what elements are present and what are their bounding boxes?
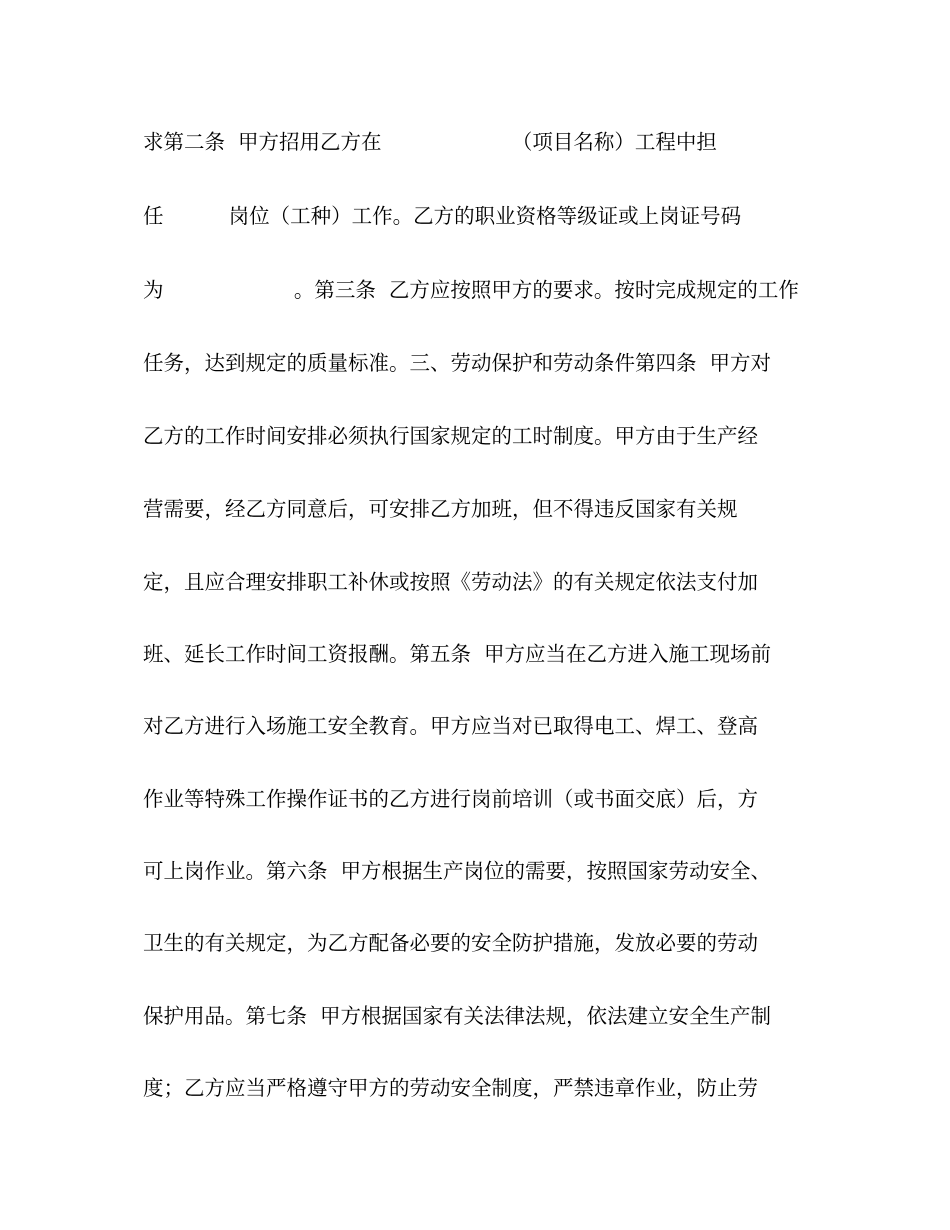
- text-line-13-content: 保护用品。第七条 甲方根据国家有关法律法规，依法建立安全生产制: [143, 1004, 772, 1028]
- text-line-7-content: 定，且应合理安排职工补休或按照《劳动法》的有关规定依法支付加: [143, 570, 758, 594]
- text-line-6: [143, 495, 823, 523]
- text-line-11: [143, 857, 823, 885]
- text-line-13: [143, 1002, 823, 1030]
- text-line-11-content: 可上岗作业。第六条 甲方根据生产岗位的需要，按照国家劳动安全、: [143, 859, 772, 883]
- text-line-1: [143, 128, 823, 156]
- text-line-4-content: 任务，达到规定的质量标准。三、劳动保护和劳动条件第四条 甲方对: [143, 351, 772, 375]
- text-line-3-content: 为 。第三条 乙方应按照甲方的要求。按时完成规定的工作: [143, 278, 799, 302]
- text-line-2: [143, 202, 823, 230]
- text-line-9: [143, 712, 823, 740]
- text-line-8: [143, 640, 823, 668]
- text-line-14: [143, 1074, 823, 1102]
- text-line-6-content: 营需要，经乙方同意后，可安排乙方加班，但不得违反国家有关规: [143, 497, 738, 521]
- text-line-12: [143, 929, 823, 957]
- text-line-9-content: 对乙方进行入场施工安全教育。甲方应当对已取得电工、焊工、登高: [143, 714, 758, 738]
- text-line-2-content: 任 岗位（工种）工作。乙方的职业资格等级证或上岗证号码: [143, 204, 742, 228]
- text-line-12-content: 卫生的有关规定，为乙方配备必要的安全防护措施，发放必要的劳动: [143, 931, 758, 955]
- text-line-5-content: 乙方的工作时间安排必须执行国家规定的工时制度。甲方由于生产经: [143, 424, 758, 448]
- text-line-10-content: 作业等特殊工作操作证书的乙方进行岗前培训（或书面交底）后，方: [143, 787, 758, 811]
- text-line-8-content: 班、延长工作时间工资报酬。第五条 甲方应当在乙方进入施工现场前: [143, 642, 772, 666]
- text-line-7: [143, 568, 823, 596]
- text-line-3: [143, 276, 823, 304]
- text-line-10: [143, 785, 823, 813]
- text-line-14-content: 度；乙方应当严格遵守甲方的劳动安全制度，严禁违章作业，防止劳: [143, 1076, 758, 1100]
- text-line-5: [143, 422, 823, 450]
- text-line-1-content: 求第二条 甲方招用乙方在 （项目名称）工程中担: [143, 130, 717, 154]
- text-line-4: [143, 349, 823, 377]
